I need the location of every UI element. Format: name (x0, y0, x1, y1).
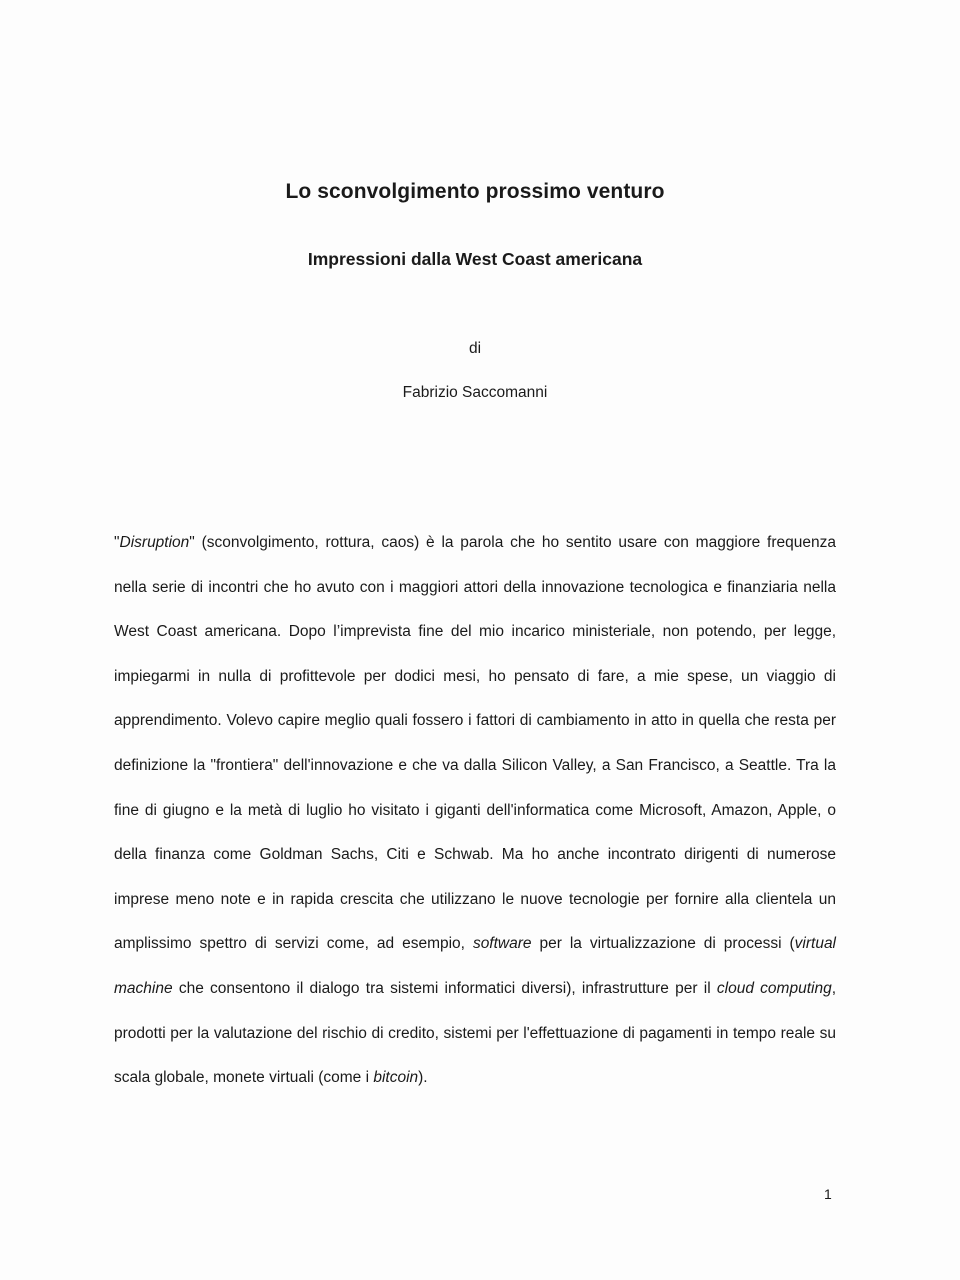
paragraph-run: , prodotti per la valutazione del rischio di credito, sistemi per l'effettuazione di pagamenti in tempo reale su scala globale, monete virtuali (come i (114, 979, 837, 1087)
author-name: Fabrizio Saccomanni (402, 384, 548, 401)
paragraph-run: ). (418, 1069, 428, 1087)
paragraph-run-italic: bitcoin (373, 1069, 419, 1087)
paragraph-run-italic: cloud computing (716, 979, 832, 997)
paragraph-run-italic: software (472, 935, 532, 953)
paragraph-run: per la virtualizzazione di processi ( (531, 935, 795, 953)
paragraph-run-italic: virtual machine (114, 935, 837, 997)
document-subtitle: Impressioni dalla West Coast americana (307, 249, 643, 269)
paragraph-run-italic: Disruption (119, 534, 190, 551)
page-number: 1 (824, 1186, 832, 1202)
document-title: Lo sconvolgimento prossimo venturo (285, 180, 665, 203)
paragraph-run: " (sconvolgimento, rottura, caos) è la parola che ho sentito usare con maggiore frequenza nella serie di incontri che ho avuto con i maggiori attori della innovazione tecnologica e finanziaria nella West Coast americana. Dopo l’imprevista fine del mio incarico ministeriale, non potendo, per legge, impiegarmi in nulla di profittevole per dodici mesi, ho pensato di fare, a mie spese, un viaggio di apprendimento. Volevo capire meglio quali fossero i fattori di cambiamento in atto in quella che resta per definizione la "frontiera" dell'innovazione e che va dalla Silicon Valley, a San Francisco, a Seattle. Tra la fine di giugno e la metà di luglio ho visitato i giganti dell'informatica come Microsoft, Amazon, Apple, o della finanza come Goldman Sachs, Citi e Schwab. Ma ho anche incontrato dirigenti di numerose imprese meno note e in rapida crescita che utilizzano le nuove tecnologie per fornire alla clientela un amplissimo spettro di servizi come, ad esempio, (114, 534, 836, 953)
paragraph-run: " (114, 534, 120, 551)
body-paragraph (114, 521, 836, 1101)
paragraph-run: che consentono il dialogo tra sistemi informatici diversi), infrastrutture per il (172, 979, 717, 997)
byline-prefix: di (468, 340, 482, 357)
